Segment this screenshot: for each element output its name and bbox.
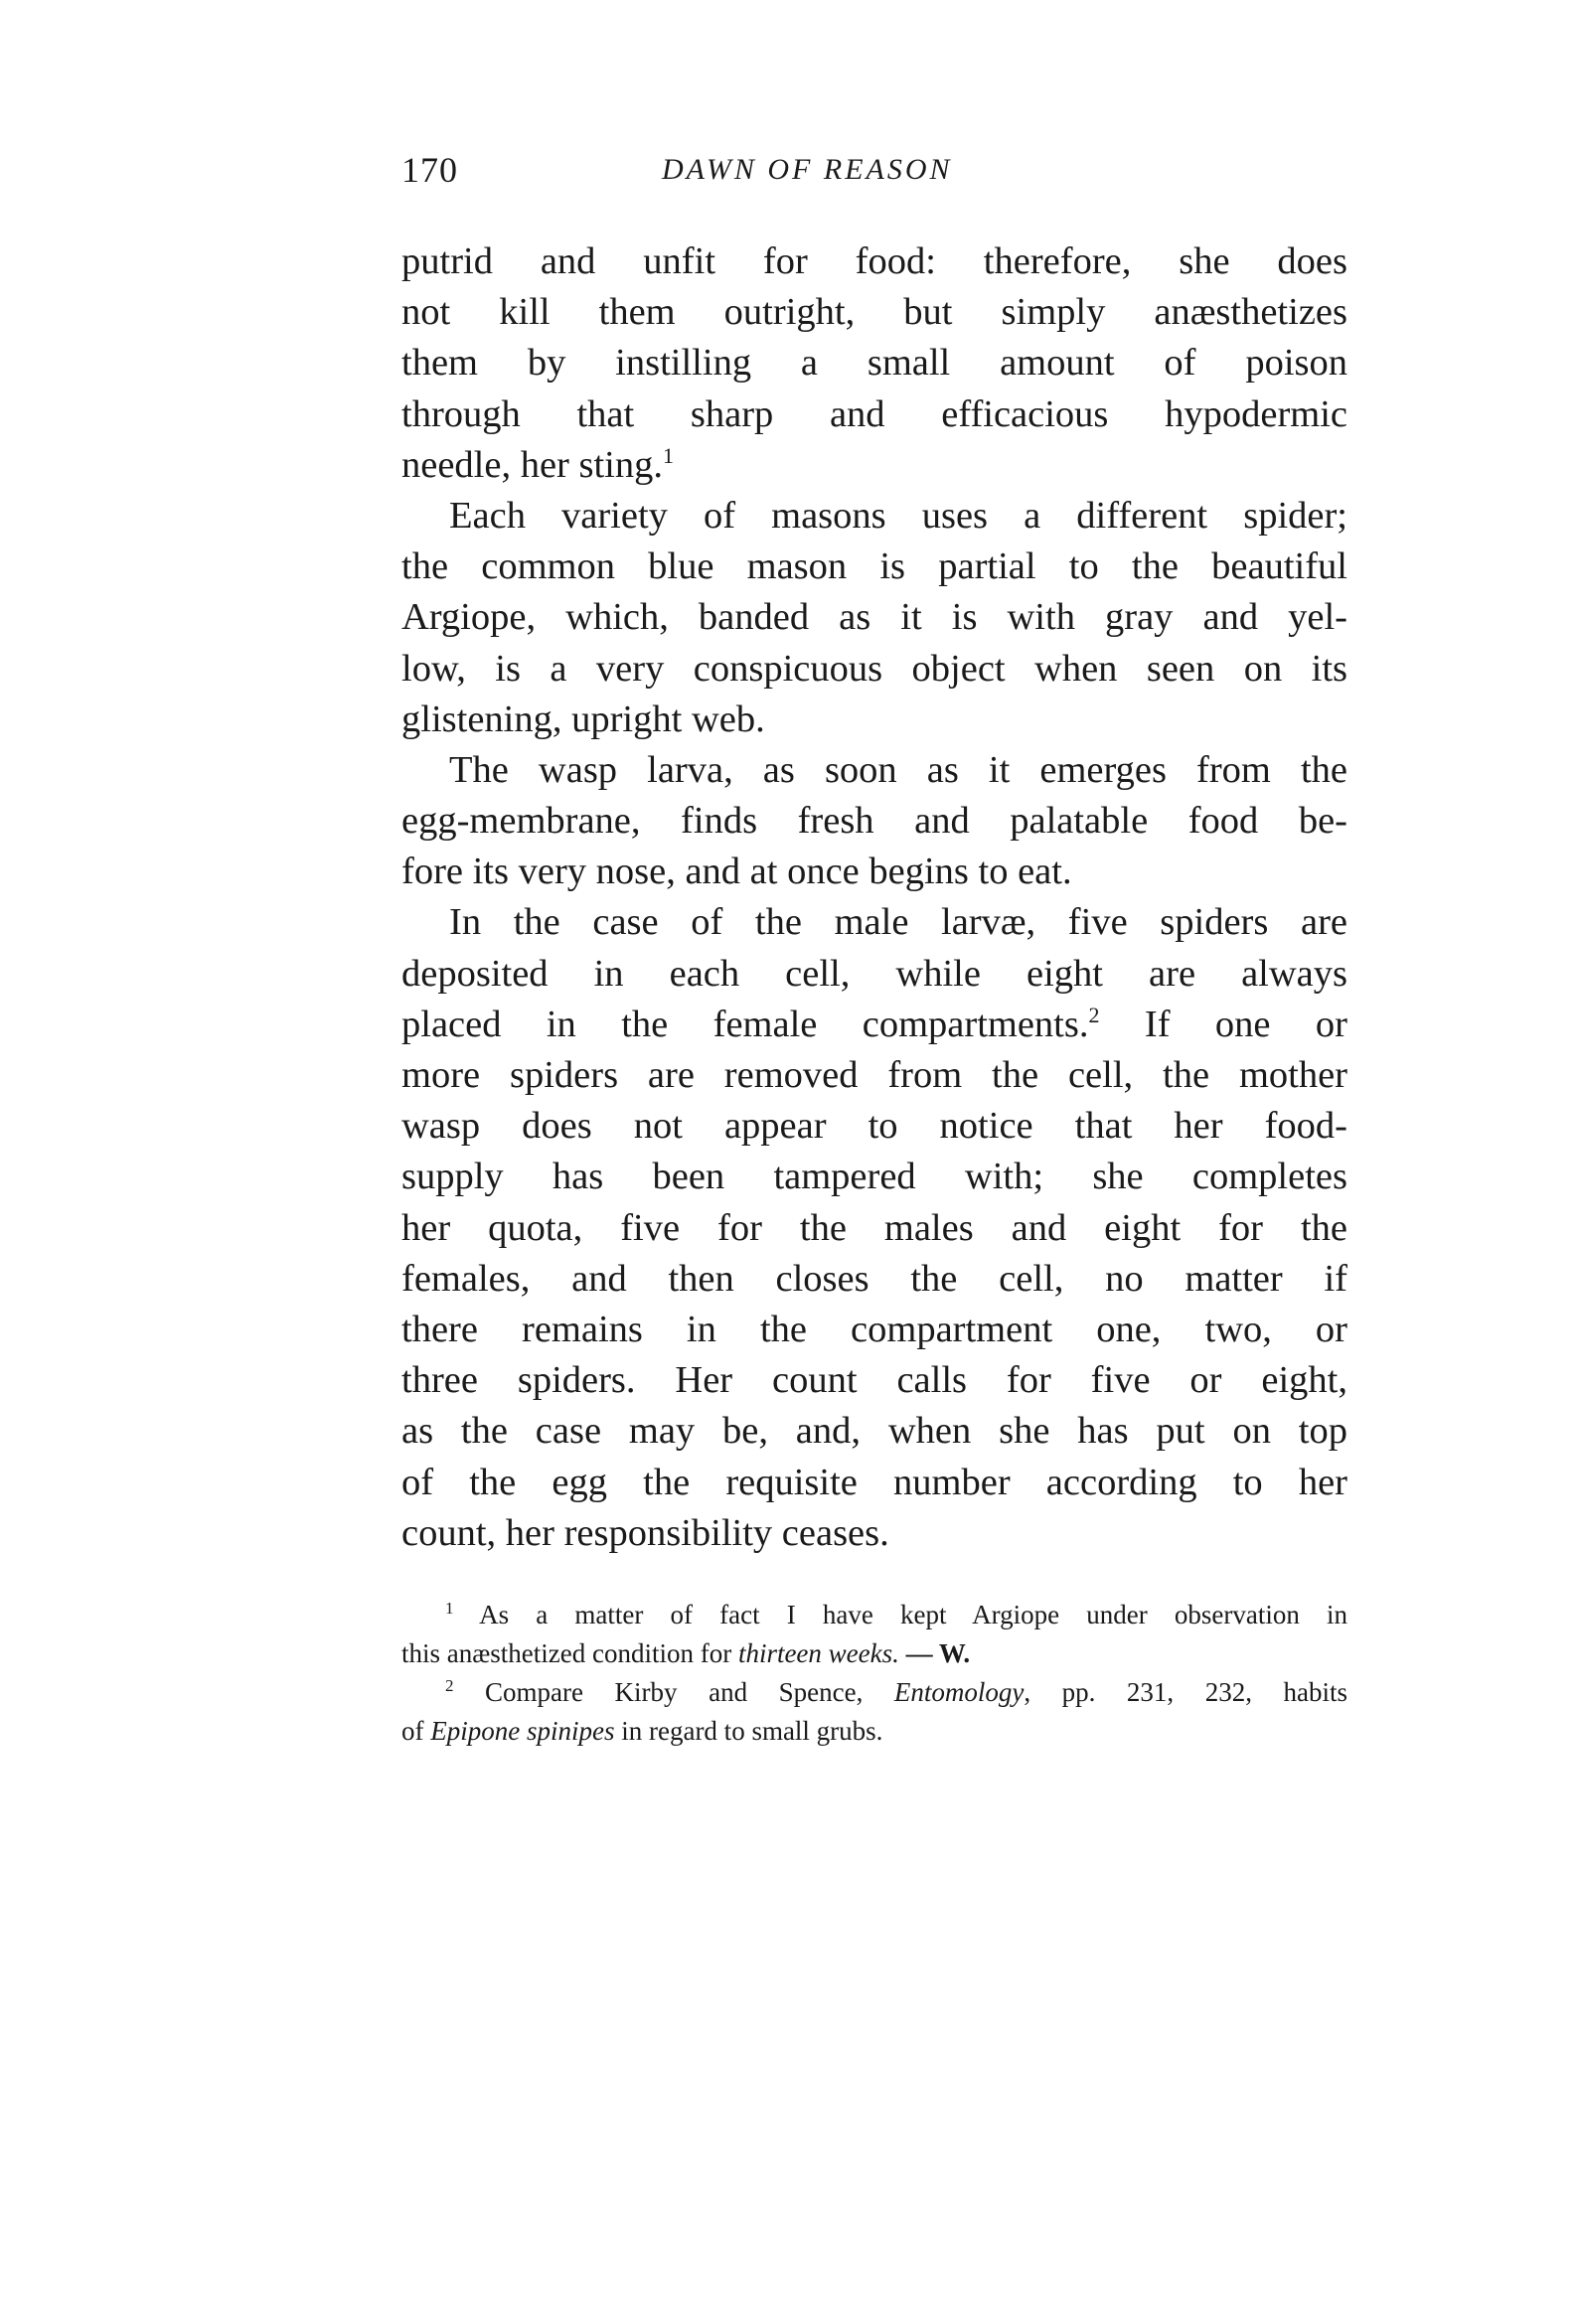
text-line: putrid and unfit for food: therefore, she does <box>401 240 1347 282</box>
footnote-text: this anæsthetized condition for <box>401 1638 738 1668</box>
paragraph-start: Each variety of masons uses a different spider; <box>449 494 1347 537</box>
body-text <box>401 236 1347 1559</box>
text-line: wasp does not appear to notice that her food- <box>401 1105 1347 1148</box>
text-line: the common blue mason is partial to the beautiful <box>401 545 1347 588</box>
text-line: as the case may be, and, when she has put on top <box>401 1410 1347 1453</box>
footnote-text: As a matter of fact I have kept Argiope under observation in <box>479 1600 1347 1629</box>
footnote-marker: 2 <box>445 1676 454 1695</box>
footnote-text: , pp. 231, 232, habits <box>1024 1677 1348 1707</box>
text-line: of the egg the requisite number according to her <box>401 1461 1347 1503</box>
footnotes <box>401 1596 1347 1751</box>
text-line: Argiope, which, banded as it is with gray and yel- <box>401 596 1347 639</box>
text-line: low, is a very conspicuous object when seen on its <box>401 647 1347 690</box>
text-line: females, and then closes the cell, no matter if <box>401 1257 1347 1300</box>
footnote-italic: thirteen weeks. <box>737 1638 899 1668</box>
running-title: DAWN OF REASON <box>662 153 953 186</box>
text-line: supply has been tampered with; she completes <box>401 1156 1347 1198</box>
paragraph-start: The wasp larva, as soon as it emerges from the <box>449 748 1347 791</box>
footnote-text: in regard to small grubs. <box>614 1716 883 1746</box>
text-line: glistening, upright web. <box>401 697 765 740</box>
text-line: egg-membrane, finds fresh and palatable food be- <box>401 800 1347 843</box>
footnote-ref-1[interactable]: 1 <box>663 442 674 468</box>
paragraph-start: In the case of the male larvæ, five spiders are <box>449 901 1347 944</box>
text-segment: If one or <box>1099 1003 1347 1045</box>
text-line: deposited in each cell, while eight are always <box>401 952 1347 995</box>
text-line: them by instilling a small amount of poison <box>401 342 1347 385</box>
footnote-signature: — W. <box>898 1638 971 1668</box>
text-line: three spiders. Her count calls for five or eight, <box>401 1359 1347 1402</box>
footnote-italic: Epipone spinipes <box>430 1716 615 1746</box>
footnote-marker: 1 <box>445 1599 454 1618</box>
text-segment: needle, her sting. <box>401 443 663 486</box>
text-line: her quota, five for the males and eight for the <box>401 1206 1347 1249</box>
text-line <box>401 440 1347 491</box>
text-line: more spiders are removed from the cell, the mother <box>401 1054 1347 1096</box>
text-segment: placed in the female compartments. <box>401 1003 1089 1045</box>
text-line <box>401 1000 1347 1050</box>
text-line: fore its very nose, and at once begins to eat. <box>401 851 1072 893</box>
footnote-1 <box>401 1596 1347 1634</box>
text-line: not kill them outright, but simply anæsthetizes <box>401 291 1347 334</box>
footnote-1-continued <box>401 1634 1347 1673</box>
footnote-ref-2[interactable]: 2 <box>1088 1002 1100 1027</box>
page-number: 170 <box>401 150 458 190</box>
text-line: through that sharp and efficacious hypodermic <box>401 392 1347 435</box>
footnote-2-continued <box>401 1712 1347 1751</box>
running-head <box>401 149 1345 199</box>
footnote-2 <box>401 1673 1347 1712</box>
footnote-text: of <box>401 1716 431 1746</box>
text-line: there remains in the compartment one, two, or <box>401 1308 1347 1350</box>
footnote-italic: Entomology <box>893 1677 1025 1707</box>
footnote-text: Compare Kirby and Spence, <box>485 1677 894 1707</box>
text-line: count, her responsibility ceases. <box>401 1511 889 1554</box>
